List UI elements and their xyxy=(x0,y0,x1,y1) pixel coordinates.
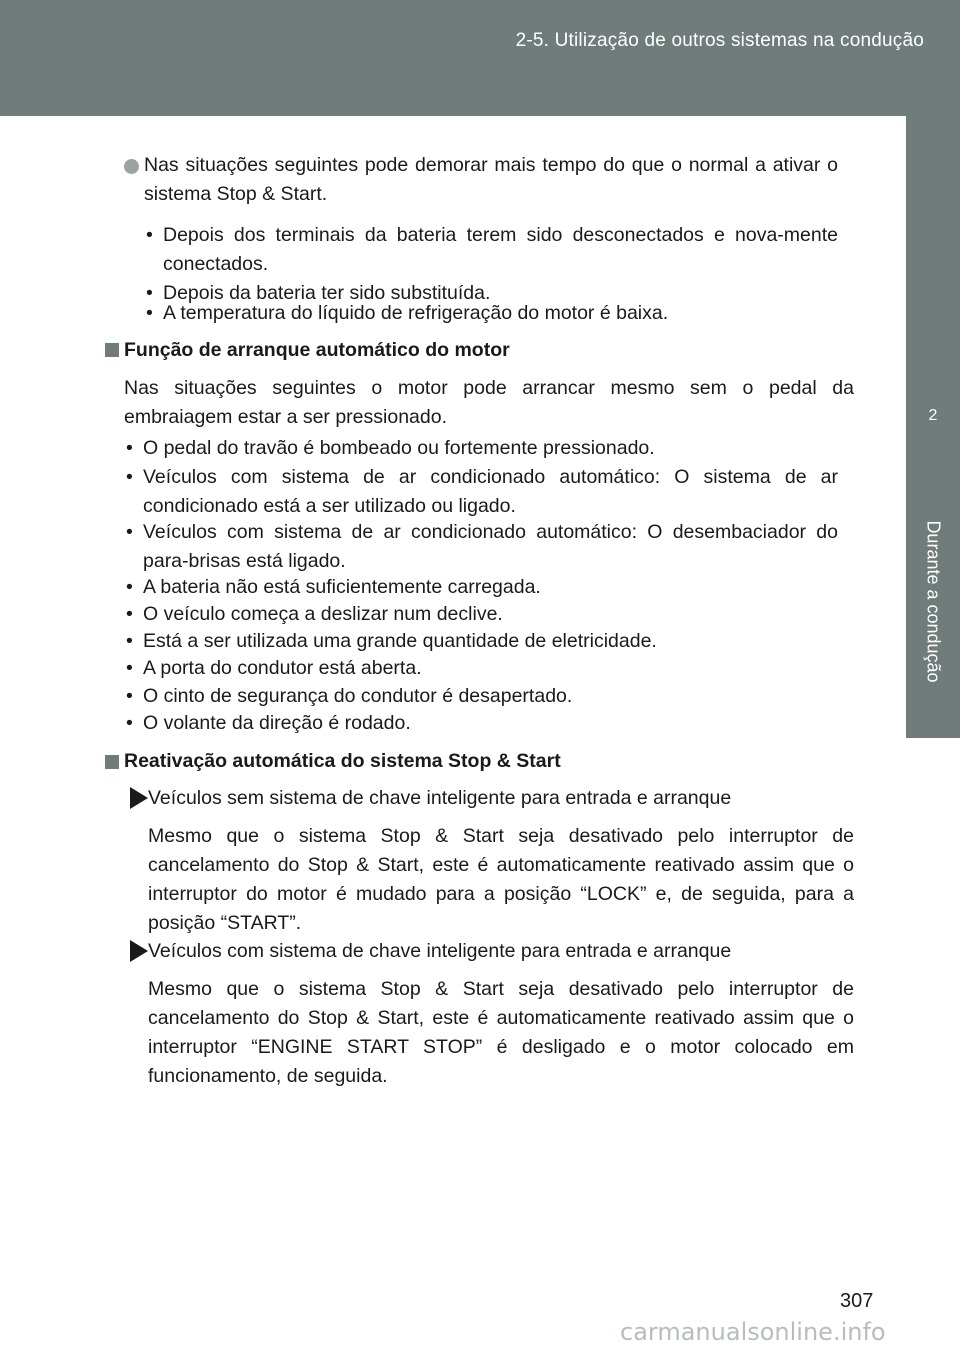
chapter-label: Durante a condução xyxy=(923,519,944,683)
intro-item-3: A temperatura do líquido de refrigeração do motor é baixa. xyxy=(163,302,669,324)
list-bullet: • xyxy=(126,712,133,734)
section1-item-4: A bateria não está suficientemente carregada. xyxy=(143,576,541,598)
list-bullet: • xyxy=(146,282,153,304)
section1-item-9: O volante da direção é rodado. xyxy=(143,712,411,734)
section1-item-3: Veículos com sistema de ar condicionado automático: O desembaciador do para-brisas está ligado. xyxy=(143,521,838,572)
side-tab-upper xyxy=(906,116,960,392)
section1-item-1: O pedal do travão é bombeado ou fortemente pressionado. xyxy=(143,437,655,459)
triangle-marker-icon xyxy=(130,940,148,962)
section1-item-7: A porta do condutor está aberta. xyxy=(143,657,422,679)
chapter-number: 2 xyxy=(906,368,960,464)
chapter-label-wrap xyxy=(906,464,960,738)
list-bullet: • xyxy=(126,437,133,459)
list-bullet: • xyxy=(146,302,153,324)
subsection2-paragraph: Mesmo que o sistema Stop & Start seja desativado pelo interruptor de cancelamento do Stop & Start, este é automaticamente reativado assim que o interruptor “ENGINE START STOP” é desligado e o motor colocado em funcionamento, de seguida. xyxy=(148,978,854,1087)
list-bullet: • xyxy=(126,576,133,598)
watermark: carmanualsonline.info xyxy=(620,1318,886,1346)
subsection1-paragraph: Mesmo que o sistema Stop & Start seja desativado pelo interruptor de cancelamento do Stop & Start, este é automaticamente reativado assim que o interruptor do motor é mudado para a posição “LOCK” e, de seguida, para a posição “START”. xyxy=(148,825,854,934)
section1-item-8: O cinto de segurança do condutor é desapertado. xyxy=(143,685,573,707)
intro-paragraph: Nas situações seguintes pode demorar mais tempo do que o normal a ativar o sistema Stop & Start. xyxy=(144,154,838,205)
side-tab xyxy=(906,116,960,1360)
list-bullet: • xyxy=(126,630,133,652)
section1-item-5: O veículo começa a deslizar num declive. xyxy=(143,603,503,625)
section1-paragraph: Nas situações seguintes o motor pode arrancar mesmo sem o pedal da embraiagem estar a ser pressionado. xyxy=(124,377,854,428)
section-square-icon xyxy=(105,343,119,357)
section-title: 2-5. Utilização de outros sistemas na condução xyxy=(515,30,924,51)
list-bullet: • xyxy=(126,603,133,625)
section1-item-6: Está a ser utilizada uma grande quantidade de eletricidade. xyxy=(143,630,657,652)
list-bullet: • xyxy=(126,521,133,543)
section-square-icon xyxy=(105,755,119,769)
subsection1-title: Veículos sem sistema de chave inteligente para entrada e arranque xyxy=(148,787,732,809)
section1-heading: Função de arranque automático do motor xyxy=(124,339,510,361)
list-bullet: • xyxy=(126,466,133,488)
header-bar xyxy=(0,0,960,116)
section1-item-2: Veículos com sistema de ar condicionado automático: O sistema de ar condicionado está a ser utilizado ou ligado. xyxy=(143,466,838,517)
section2-heading: Reativação automática do sistema Stop & Start xyxy=(124,750,561,772)
intro-item-2: Depois da bateria ter sido substituída. xyxy=(163,282,491,304)
subsection2-title: Veículos com sistema de chave inteligente para entrada e arranque xyxy=(148,940,732,962)
list-bullet: • xyxy=(146,224,153,246)
intro-item-1: Depois dos terminais da bateria terem sido desconectados e nova-mente conectados. xyxy=(163,224,838,275)
list-bullet: • xyxy=(126,685,133,707)
page-number: 307 xyxy=(840,1290,874,1312)
triangle-marker-icon xyxy=(130,787,148,809)
list-bullet: • xyxy=(126,657,133,679)
circle-bullet-icon xyxy=(124,159,139,174)
